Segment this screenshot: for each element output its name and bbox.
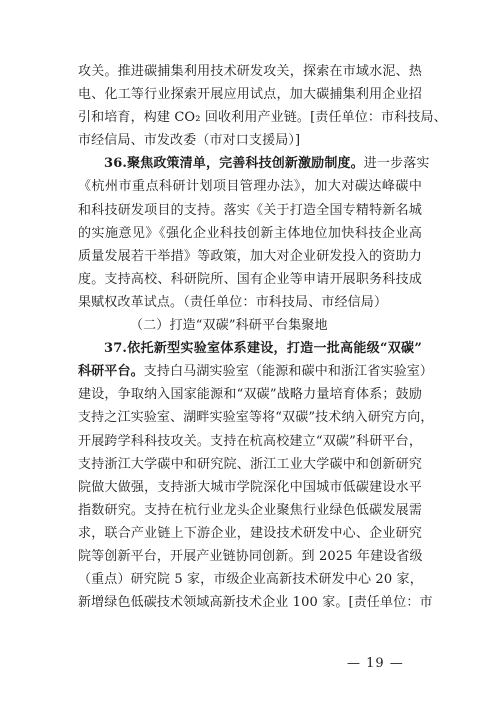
line-text: 支持之江实验室、湖畔实验室等将“双碳”技术纳入研究方向，: [78, 410, 434, 426]
line-text: 果赋权改革试点。（责任单位：市科技局、市经信局）: [78, 294, 388, 310]
text-line: [78, 476, 422, 499]
line-text: 和科技研发项目的支持。落实《关于打造全国专精特新名城: [78, 202, 422, 218]
text-line: [78, 545, 422, 568]
line-text: 开展跨学科科技攻关。支持在杭高校建立“双碳”科研平台，: [78, 433, 422, 449]
text-line: [78, 360, 434, 383]
item-heading: 36.聚焦政策清单，完善科技创新激励制度。: [104, 156, 364, 172]
line-text: 攻关。推进碳捕集利用技术研发攻关，探索在市域水泥、热: [78, 64, 422, 79]
text-line: [78, 430, 422, 453]
text-line: [78, 106, 447, 129]
line-text: 院做大做强，支持浙大城市学院深化中国城市低碳建设水平: [78, 479, 422, 495]
line-text: 求，联合产业链上下游企业，建设技术研发中心、企业研究: [78, 525, 422, 541]
line-text: 的实施意见》《强化企业科技创新主体地位加快科技企业高: [78, 225, 422, 241]
text-line: [78, 406, 434, 429]
text-line: [78, 222, 422, 245]
item-heading: 37.依托新型实验室体系建设，打造一批高能级“双碳”: [104, 341, 422, 357]
line-text: 进一步落实: [363, 156, 430, 172]
line-text: 市经信局、市发改委（市对口支援局）]: [78, 133, 301, 149]
line-text: 质量发展若干举措》等政策，加大对企业研发投入的资助力: [78, 248, 422, 264]
text-line: [78, 175, 422, 198]
text-line: [78, 591, 433, 614]
text-line: [78, 291, 422, 314]
line-text: （二）打造“双碳”科研平台集聚地: [130, 318, 328, 334]
line-text: 电、化工等行业探索开展应用试点，加大碳捕集利用企业招: [78, 87, 422, 103]
text-line: [78, 337, 422, 360]
line-text: 新增绿色低碳技术领域高新技术企业 100 家。[责任单位：市: [78, 595, 433, 611]
text-line: [78, 129, 422, 152]
text-line: [78, 152, 430, 175]
text-line: [78, 383, 422, 406]
text-line: [78, 60, 422, 83]
text-line: [78, 568, 422, 591]
line-text: 支持浙江大学碳中和研究院、浙江工业大学碳中和创新研究: [78, 456, 422, 472]
page-number: — 19 —: [347, 656, 404, 671]
line-text: 建设，争取纳入国家能源和“双碳”战略力量培育体系；鼓励: [78, 387, 422, 403]
line-text: 引和培育，构建 CO₂ 回收利用产业链。[责任单位：市科技局、: [78, 110, 447, 126]
text-line: [78, 83, 422, 106]
section-subheading: [78, 314, 422, 337]
line-text: 指数研究。支持在杭行业龙头企业聚焦行业绿色低碳发展需: [78, 502, 422, 518]
text-line: [78, 268, 422, 291]
line-text: 度。支持高校、科研院所、国有企业等申请开展职务科技成: [78, 271, 422, 287]
text-line: [78, 453, 422, 476]
body-text: [78, 60, 447, 614]
text-line: [78, 199, 422, 222]
line-text: （重点）研究院 5 家，市级企业高新技术研发中心 20 家，: [78, 572, 423, 588]
line-text: 《杭州市重点科研计划项目管理办法》，加大对碳达峰碳中: [78, 179, 422, 195]
line-text: 支持白马湖实验室（能源和碳中和浙江省实验室）: [143, 364, 434, 380]
text-line: [78, 245, 422, 268]
item-heading: 科研平台。: [78, 364, 144, 380]
text-line: [78, 499, 422, 522]
text-line: [78, 522, 422, 545]
line-text: 院等创新平台，开展产业链协同创新。到 2025 年建设省级: [78, 548, 423, 564]
